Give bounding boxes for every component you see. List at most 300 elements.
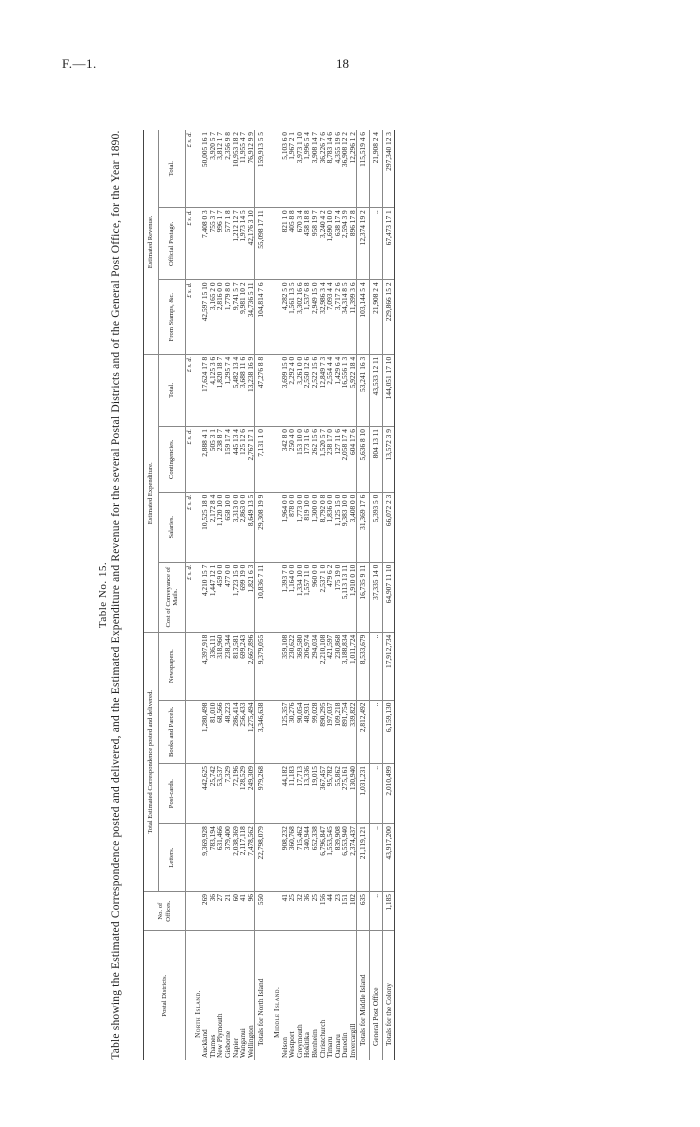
cell-books: 81,010 bbox=[209, 700, 217, 763]
cell-postage: 2,594 3 9 bbox=[341, 208, 349, 280]
cell-salaries: 8,792 0 8 bbox=[319, 492, 327, 562]
cell-newspapers: 230,868 bbox=[334, 632, 342, 700]
cell-salaries: 29,308 19 9 bbox=[255, 492, 267, 562]
cell-newspapers: 369,580 bbox=[296, 632, 304, 700]
cell-total: 50,005 16 1 bbox=[201, 130, 209, 208]
cell-exp-total: 5,922 18 4 bbox=[349, 354, 357, 426]
cell-offices: 156 bbox=[319, 892, 327, 931]
cell-postcards: 1,031,231 bbox=[357, 764, 370, 824]
cell-contingencies: 505 3 1 bbox=[209, 427, 217, 493]
cell-contingencies: 604 17 6 bbox=[349, 427, 357, 493]
cell-total: 36,908 12 2 bbox=[341, 130, 349, 208]
unit-label: £ s. d. bbox=[186, 492, 194, 562]
cell-postage: 958 19 7 bbox=[311, 208, 319, 280]
cell-stamps: 2,949 15 0 bbox=[311, 280, 319, 354]
cell-conveyance: 1,164 0 0 bbox=[288, 562, 296, 632]
cell-letters: 2,038,369 bbox=[232, 824, 240, 892]
cell-salaries: 8,649 13 5 bbox=[247, 492, 255, 562]
cell-name: New Plymouth bbox=[215, 1013, 225, 1058]
cell-offices: 36 bbox=[209, 892, 217, 931]
cell-newspapers: 206,974 bbox=[303, 632, 311, 700]
cell-contingencies: 238 8 7 bbox=[216, 427, 224, 493]
col-conveyance: Cost of Conveyance of Mails. bbox=[159, 562, 186, 632]
unit-label: £ s. d. bbox=[186, 208, 194, 280]
table-row bbox=[209, 130, 217, 1060]
cell-postcards: 442,625 bbox=[201, 764, 209, 824]
cell-name: Totals for North Island bbox=[255, 931, 267, 1060]
cell-conveyance: 1,557 11 0 bbox=[303, 562, 311, 632]
cell-total: 8,783 14 6 bbox=[326, 130, 334, 208]
cell-newspapers: .. bbox=[370, 632, 383, 700]
table-row bbox=[311, 130, 319, 1060]
cell-total: 10,953 18 2 bbox=[232, 130, 240, 208]
table-row bbox=[239, 130, 247, 1060]
cell-stamps: 11,399 3 6 bbox=[349, 280, 357, 354]
cell-conveyance: 699 19 0 bbox=[239, 562, 247, 632]
cell-books: 2,812,492 bbox=[357, 700, 370, 763]
cell-offices: 25 bbox=[288, 892, 296, 931]
table-row bbox=[216, 130, 224, 1060]
cell-letters: 43,917,200 bbox=[382, 824, 395, 892]
unit-label: £ s. d. bbox=[186, 130, 194, 208]
cell-postcards: 7,329 bbox=[224, 764, 232, 824]
cell-offices: 96 bbox=[247, 892, 255, 931]
cell-conveyance: 1,821 6 3 bbox=[247, 562, 255, 632]
cell-newspapers: 359,108 bbox=[281, 632, 289, 700]
cell-salaries: 5,393 5 0 bbox=[370, 492, 383, 562]
cell-letters: 2,117,118 bbox=[239, 824, 247, 892]
cell-name: Hokitika bbox=[302, 1032, 312, 1058]
table-caption bbox=[97, 130, 123, 1060]
cell-conveyance: 37,335 14 0 bbox=[370, 562, 383, 632]
cell-stamps: 1,779 8 0 bbox=[224, 280, 232, 354]
cell-salaries: 1,300 0 0 bbox=[311, 492, 319, 562]
totals-row bbox=[357, 130, 370, 1060]
cell-name: Auckland bbox=[200, 1029, 210, 1058]
cell-books: 891,754 bbox=[341, 700, 349, 763]
table-row bbox=[232, 130, 240, 1060]
cell-salaries: 3,313 0 0 bbox=[232, 492, 240, 562]
cell-postage: 458 18 8 bbox=[303, 208, 311, 280]
cell-salaries: 819 10 0 bbox=[303, 492, 311, 562]
cell-stamps: 42,597 15 10 bbox=[201, 280, 209, 354]
cell-contingencies: 445 13 4 bbox=[232, 427, 240, 493]
cell-contingencies: 159 17 4 bbox=[224, 427, 232, 493]
cell-postage: 12,374 19 2 bbox=[357, 208, 370, 280]
cell-conveyance: 10,836 7 11 bbox=[255, 562, 267, 632]
cell-letters: 21,119,121 bbox=[357, 824, 370, 892]
cell-books: .. bbox=[370, 700, 383, 763]
cell-stamps: 34,736 5 11 bbox=[247, 280, 255, 354]
cell-exp-total: 13,238 16 9 bbox=[247, 354, 255, 426]
cell-postage: 1,690 10 0 bbox=[326, 208, 334, 280]
cell-postcards: 55,862 bbox=[334, 764, 342, 824]
cell-postcards: 979,268 bbox=[255, 764, 267, 824]
cell-books: 125,357 bbox=[281, 700, 289, 763]
cell-name: Thames bbox=[207, 1034, 217, 1058]
cell-exp-total: 144,051 17 10 bbox=[382, 354, 395, 426]
table-body bbox=[186, 130, 395, 1060]
cell-letters: 1,553,545 bbox=[326, 824, 334, 892]
cell-stamps: 103,144 5 4 bbox=[357, 280, 370, 354]
cell-conveyance: 2,537 1 0 bbox=[319, 562, 327, 632]
cell-postage: 405 8 8 bbox=[288, 208, 296, 280]
cell-letters: 9,369,928 bbox=[201, 824, 209, 892]
col-letters: Letters. bbox=[159, 824, 186, 892]
cell-postcards: 13,336 bbox=[303, 764, 311, 824]
cell-postcards: 128,529 bbox=[239, 764, 247, 824]
cell-books: 3,346,638 bbox=[255, 700, 267, 763]
cell-contingencies: 13,572 3 9 bbox=[382, 427, 395, 493]
units-row bbox=[186, 130, 194, 1060]
cell-total: 12,296 1 2 bbox=[349, 130, 357, 208]
col-postage: Official Postage. bbox=[159, 208, 186, 280]
cell-offices: 36 bbox=[303, 892, 311, 931]
cell-exp-total: 3,688 11 6 bbox=[239, 354, 247, 426]
cell-total: 2,356 9 8 bbox=[224, 130, 232, 208]
cell-postcards: 95,782 bbox=[326, 764, 334, 824]
cell-total: 3,812 1 7 bbox=[216, 130, 224, 208]
cell-letters: 715,462 bbox=[296, 824, 304, 892]
cell-postcards: 17,713 bbox=[296, 764, 304, 824]
gpo-row bbox=[370, 130, 383, 1060]
cell-exp-total: 53,241 16 3 bbox=[357, 354, 370, 426]
table-title: Table showing the Estimated Correspondence posted and delivered, and the Estimated Expenditure and Revenue for the several Postal Districts and of the General Post Office, for the Year 1890. bbox=[110, 130, 122, 1060]
cell-contingencies: 342 8 0 bbox=[281, 427, 289, 493]
cell-contingencies: 1,520 5 7 bbox=[319, 427, 327, 493]
cell-conveyance: 960 0 0 bbox=[311, 562, 319, 632]
cell-name: Christchurch bbox=[317, 1019, 327, 1058]
cell-stamps: 3,302 16 6 bbox=[296, 280, 304, 354]
group-correspondence: Total Estimated Correspondence posted and delivered. bbox=[144, 632, 159, 891]
cell-books: 48,931 bbox=[303, 700, 311, 763]
cell-books: 6,159,130 bbox=[382, 700, 395, 763]
cell-contingencies: 238 17 0 bbox=[326, 427, 334, 493]
cell-letters: 631,466 bbox=[216, 824, 224, 892]
cell-total: 4,355 19 6 bbox=[334, 130, 342, 208]
table-row bbox=[326, 130, 334, 1060]
cell-newspapers: 699,243 bbox=[239, 632, 247, 700]
cell-stamps: 34,314 8 5 bbox=[341, 280, 349, 354]
cell-name: Nelson bbox=[279, 1037, 289, 1058]
cell-postage: 755 3 7 bbox=[209, 208, 217, 280]
page-number: 18 bbox=[336, 56, 349, 71]
cell-postage: 7,408 0 3 bbox=[201, 208, 209, 280]
cell-stamps: 104,814 7 6 bbox=[255, 280, 267, 354]
cell-contingencies: 5,636 8 10 bbox=[357, 427, 370, 493]
cell-postcards: 130,940 bbox=[349, 764, 357, 824]
cell-newspapers: 1,011,724 bbox=[349, 632, 357, 700]
cell-postcards: 72,196 bbox=[232, 764, 240, 824]
cell-offices: .. bbox=[370, 892, 383, 931]
cell-contingencies: 262 15 6 bbox=[311, 427, 319, 493]
cell-total: 1,967 2 1 bbox=[288, 130, 296, 208]
table-row bbox=[281, 130, 289, 1060]
cell-newspapers: 4,397,918 bbox=[201, 632, 209, 700]
cell-total: 3,920 5 7 bbox=[209, 130, 217, 208]
cell-exp-total: 2,550 12 6 bbox=[303, 354, 311, 426]
cell-salaries: 1,125 15 0 bbox=[334, 492, 342, 562]
cell-total: 3,973 1 10 bbox=[296, 130, 304, 208]
cell-name: Westport bbox=[287, 1031, 297, 1058]
cell-total: 115,519 4 6 bbox=[357, 130, 370, 208]
cell-salaries: 658 10 0 bbox=[224, 492, 232, 562]
cell-exp-total: 17,624 17 8 bbox=[201, 354, 209, 426]
report-code: F.—1. bbox=[62, 56, 97, 71]
cell-offices: 269 bbox=[201, 892, 209, 931]
cell-newspapers: 318,960 bbox=[216, 632, 224, 700]
cell-name: Napier bbox=[230, 1037, 240, 1058]
cell-newspapers: 17,912,734 bbox=[382, 632, 395, 700]
cell-stamps: 229,866 15 2 bbox=[382, 280, 395, 354]
cell-contingencies: 7,131 1 0 bbox=[255, 427, 267, 493]
cell-books: 1,275,494 bbox=[247, 700, 255, 763]
col-postcards: Post-cards. bbox=[159, 764, 186, 824]
col-total: Total. bbox=[159, 130, 186, 208]
cell-exp-total: 12,849 7 3 bbox=[319, 354, 327, 426]
cell-total: 1,996 5 4 bbox=[303, 130, 311, 208]
col-newspapers: Newspapers. bbox=[159, 632, 186, 700]
cell-newspapers: 813,581 bbox=[232, 632, 240, 700]
unit-label: £ s. d. bbox=[186, 562, 194, 632]
cell-books: 1,280,498 bbox=[201, 700, 209, 763]
cell-conveyance: 1,447 12 1 bbox=[209, 562, 217, 632]
cell-conveyance: 16,735 9 11 bbox=[357, 562, 370, 632]
cell-postcards: 2,010,499 bbox=[382, 764, 395, 824]
cell-total: 36,226 7 6 bbox=[319, 130, 327, 208]
table-row bbox=[319, 130, 327, 1060]
cell-books: 286,414 bbox=[232, 700, 240, 763]
col-exp-total: Total. bbox=[159, 354, 186, 426]
cell-exp-total: 1,295 7 4 bbox=[224, 354, 232, 426]
cell-salaries: 2,172 8 4 bbox=[209, 492, 217, 562]
cell-postage: 1,212 12 7 bbox=[232, 208, 240, 280]
cell-contingencies: 804 13 11 bbox=[370, 427, 383, 493]
cell-exp-total: 5,482 13 4 bbox=[232, 354, 240, 426]
cell-newspapers: 2,667,896 bbox=[247, 632, 255, 700]
cell-total: 159,913 5 5 bbox=[255, 130, 267, 208]
cell-offices: 102 bbox=[349, 892, 357, 931]
cell-stamps: 4,282 5 0 bbox=[281, 280, 289, 354]
cell-stamps: 1,561 13 5 bbox=[288, 280, 296, 354]
cell-newspapers: 230,622 bbox=[288, 632, 296, 700]
cell-salaries: 9,383 10 0 bbox=[341, 492, 349, 562]
cell-postage: .. bbox=[370, 208, 383, 280]
cell-total: 11,955 4 7 bbox=[239, 130, 247, 208]
cell-books: 48,223 bbox=[224, 700, 232, 763]
totals-row bbox=[255, 130, 267, 1060]
cell-name: Oamaru bbox=[332, 1034, 342, 1058]
cell-postage: 3,240 4 2 bbox=[319, 208, 327, 280]
unit-label: £ s. d. bbox=[186, 354, 194, 426]
cell-total: 297,340 12 3 bbox=[382, 130, 395, 208]
cell-conveyance: 477 0 0 bbox=[224, 562, 232, 632]
cell-conveyance: 479 6 2 bbox=[326, 562, 334, 632]
cell-name: Greymouth bbox=[294, 1024, 304, 1058]
cell-salaries: 3,408 0 0 bbox=[349, 492, 357, 562]
cell-postage: 896 17 8 bbox=[349, 208, 357, 280]
col-stamps: From Stamps, &c. bbox=[159, 280, 186, 354]
cell-letters: 379,400 bbox=[224, 824, 232, 892]
cell-name: Blenheim bbox=[309, 1029, 319, 1058]
cell-conveyance: 64,907 11 10 bbox=[382, 562, 395, 632]
cell-newspapers: 3,188,834 bbox=[341, 632, 349, 700]
cell-contingencies: 127 11 6 bbox=[334, 427, 342, 493]
cell-exp-total: 1,820 18 7 bbox=[216, 354, 224, 426]
cell-total: 76,912 9 9 bbox=[247, 130, 255, 208]
cell-offices: 41 bbox=[239, 892, 247, 931]
table-row bbox=[349, 130, 357, 1060]
cell-stamps: 32,986 3 4 bbox=[319, 280, 327, 354]
cell-offices: 27 bbox=[216, 892, 224, 931]
cell-letters: 22,798,079 bbox=[255, 824, 267, 892]
cell-postage: 67,473 17 1 bbox=[382, 208, 395, 280]
cell-exp-total: 2,522 15 6 bbox=[311, 354, 319, 426]
cell-postage: 638 17 4 bbox=[334, 208, 342, 280]
col-district: Postal Districts. bbox=[144, 931, 186, 1060]
cell-name: Totals for the Colony bbox=[382, 931, 395, 1060]
cell-letters: 783,194 bbox=[209, 824, 217, 892]
unit-label: £ s. d. bbox=[186, 280, 194, 354]
col-contingencies: Contingencies. bbox=[159, 427, 186, 493]
cell-offices: 23 bbox=[334, 892, 342, 931]
cell-newspapers: 238,344 bbox=[224, 632, 232, 700]
cell-stamps: 21,908 2 4 bbox=[370, 280, 383, 354]
cell-name: Dunedin bbox=[340, 1032, 350, 1058]
cell-conveyance: 4,210 15 7 bbox=[201, 562, 209, 632]
group-revenue: Estimated Revenue. bbox=[144, 130, 159, 354]
section-heading: North Island. bbox=[192, 990, 202, 1038]
cell-offices: 635 bbox=[357, 892, 370, 931]
cell-salaries: 31,369 17 6 bbox=[357, 492, 370, 562]
cell-postcards: 53,537 bbox=[216, 764, 224, 824]
cell-conveyance: 5,113 13 11 bbox=[341, 562, 349, 632]
cell-name: Gisborne bbox=[222, 1030, 232, 1058]
cell-stamps: 3,717 2 6 bbox=[334, 280, 342, 354]
cell-salaries: 1,836 0 0 bbox=[326, 492, 334, 562]
cell-books: 90,054 bbox=[296, 700, 304, 763]
cell-letters: 360,768 bbox=[288, 824, 296, 892]
cell-exp-total: 2,554 4 4 bbox=[326, 354, 334, 426]
col-books: Books and Parcels. bbox=[159, 700, 186, 763]
cell-salaries: 66,072 2 3 bbox=[382, 492, 395, 562]
cell-postcards: 367,457 bbox=[319, 764, 327, 824]
cell-salaries: 878 0 0 bbox=[288, 492, 296, 562]
cell-salaries: 1,120 10 0 bbox=[216, 492, 224, 562]
cell-contingencies: 153 10 0 bbox=[296, 427, 304, 493]
unit-label: £ s. d. bbox=[186, 427, 194, 493]
cell-conveyance: 1,910 0 10 bbox=[349, 562, 357, 632]
colony-totals-row bbox=[382, 130, 395, 1060]
cell-postcards: 19,015 bbox=[311, 764, 319, 824]
cell-postcards: 249,309 bbox=[247, 764, 255, 824]
cell-letters: 2,374,437 bbox=[349, 824, 357, 892]
cell-letters: 7,478,562 bbox=[247, 824, 255, 892]
cell-postcards: 11,183 bbox=[288, 764, 296, 824]
cell-postcards: 44,182 bbox=[281, 764, 289, 824]
cell-stamps: 7,093 4 4 bbox=[326, 280, 334, 354]
cell-letters: 6,796,847 bbox=[319, 824, 327, 892]
table-row bbox=[247, 130, 255, 1060]
cell-postage: 1,973 14 5 bbox=[239, 208, 247, 280]
cell-offices: 21 bbox=[224, 892, 232, 931]
cell-newspapers: 336,111 bbox=[209, 632, 217, 700]
cell-letters: .. bbox=[370, 824, 383, 892]
cell-newspapers: 294,034 bbox=[311, 632, 319, 700]
cell-postage: 42,176 3 10 bbox=[247, 208, 255, 280]
cell-contingencies: 250 4 0 bbox=[288, 427, 296, 493]
cell-books: 99,028 bbox=[311, 700, 319, 763]
group-expenditure: Estimated Expenditure. bbox=[144, 354, 159, 632]
cell-name: General Post Office bbox=[370, 931, 383, 1060]
cell-conveyance: 1,393 7 0 bbox=[281, 562, 289, 632]
cell-name: Totals for Middle Island bbox=[357, 931, 370, 1060]
cell-contingencies: 2,058 17 4 bbox=[341, 427, 349, 493]
cell-total: 21,908 2 4 bbox=[370, 130, 383, 208]
table-number: Table No. 15. bbox=[97, 561, 109, 629]
cell-letters: 652,338 bbox=[311, 824, 319, 892]
cell-postage: 996 1 7 bbox=[216, 208, 224, 280]
cell-contingencies: 173 11 6 bbox=[303, 427, 311, 493]
cell-offices: 44 bbox=[326, 892, 334, 931]
table-row bbox=[303, 130, 311, 1060]
cell-letters: 340,944 bbox=[303, 824, 311, 892]
cell-contingencies: 125 12 6 bbox=[239, 427, 247, 493]
cell-offices: 41 bbox=[281, 892, 289, 931]
cell-salaries: 10,525 18 0 bbox=[201, 492, 209, 562]
cell-contingencies: 2,767 17 1 bbox=[247, 427, 255, 493]
cell-books: 68,566 bbox=[216, 700, 224, 763]
cell-stamps: 9,741 5 7 bbox=[232, 280, 240, 354]
cell-newspapers: 8,533,679 bbox=[357, 632, 370, 700]
cell-offices: 1,185 bbox=[382, 892, 395, 931]
cell-name: Wellington bbox=[245, 1025, 255, 1058]
cell-letters: 908,232 bbox=[281, 824, 289, 892]
cell-offices: 151 bbox=[341, 892, 349, 931]
cell-exp-total: 47,276 8 8 bbox=[255, 354, 267, 426]
cell-books: 339,822 bbox=[349, 700, 357, 763]
cell-exp-total: 1,429 6 4 bbox=[334, 354, 342, 426]
cell-postage: 821 1 0 bbox=[281, 208, 289, 280]
cell-contingencies: 2,888 4 1 bbox=[201, 427, 209, 493]
cell-exp-total: 2,292 4 0 bbox=[288, 354, 296, 426]
cell-postcards: 25,742 bbox=[209, 764, 217, 824]
cell-salaries: 1,964 0 0 bbox=[281, 492, 289, 562]
cell-exp-total: 16,556 1 3 bbox=[341, 354, 349, 426]
cell-name: Wanganui bbox=[238, 1028, 248, 1058]
section-heading-row bbox=[273, 130, 281, 1060]
cell-letters: 839,908 bbox=[334, 824, 342, 892]
cell-conveyance: 175 19 0 bbox=[334, 562, 342, 632]
cell-offices: 32 bbox=[296, 892, 304, 931]
cell-postcards: .. bbox=[370, 764, 383, 824]
cell-total: 5,103 6 0 bbox=[281, 130, 289, 208]
cell-total: 3,908 14 7 bbox=[311, 130, 319, 208]
cell-conveyance: 459 0 0 bbox=[216, 562, 224, 632]
section-heading: Middle Island. bbox=[271, 986, 281, 1038]
cell-newspapers: 9,379,055 bbox=[255, 632, 267, 700]
cell-postcards: 275,161 bbox=[341, 764, 349, 824]
cell-postage: 55,098 17 11 bbox=[255, 208, 267, 280]
cell-exp-total: 43,533 12 11 bbox=[370, 354, 383, 426]
cell-offices: 60 bbox=[232, 892, 240, 931]
cell-exp-total: 3,261 0 0 bbox=[296, 354, 304, 426]
cell-letters: 6,553,940 bbox=[341, 824, 349, 892]
cell-newspapers: 421,597 bbox=[326, 632, 334, 700]
cell-conveyance: 1,334 10 0 bbox=[296, 562, 304, 632]
cell-books: 256,433 bbox=[239, 700, 247, 763]
cell-exp-total: 3,699 15 0 bbox=[281, 354, 289, 426]
